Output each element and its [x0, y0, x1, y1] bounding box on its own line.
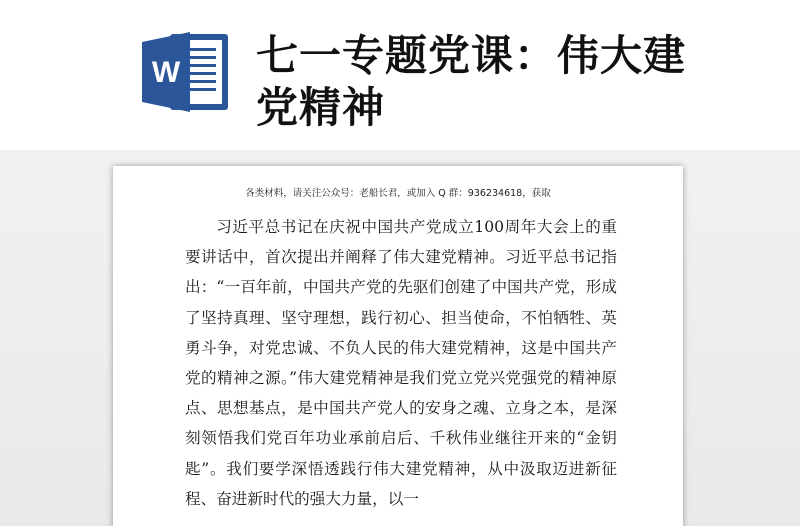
- document-page: [113, 166, 683, 526]
- word-document-icon: [140, 28, 232, 116]
- banner: [0, 0, 800, 150]
- word-icon-letter: W: [151, 56, 181, 89]
- page-title: 七一专题党课：伟大建党精神: [256, 31, 687, 132]
- page-header-note: 各类材料，请关注公众号：老船长君，或加入 Q 群：936234618，获取: [245, 188, 551, 199]
- body-paragraph: 习近平总书记在庆祝中国共产党成立100周年大会上的重要讲话中，首次提出并阐释了伟大建党精神。习近平总书记指出：“一百年前，中国共产党的先驱们创建了中国共产党，形成了坚持真理、坚守理想，践行初心、担当使命，不怕牺牲、英勇斗争，对党忠诚、不负人民的伟大建党精神，这是中国共产党的精神之源。”伟大建党精神是我们党立党兴党强党的精神原点、思想基点，是中国共产党人的安身之魂、立身之本，是深刻领悟我们党百年功业承前启后、千秋伟业继往开来的“金钥匙”。我们要学深悟透践行伟大建党精神，从中汲取迈进新征程、奋进新时代的强大力量，以一: [185, 218, 617, 508]
